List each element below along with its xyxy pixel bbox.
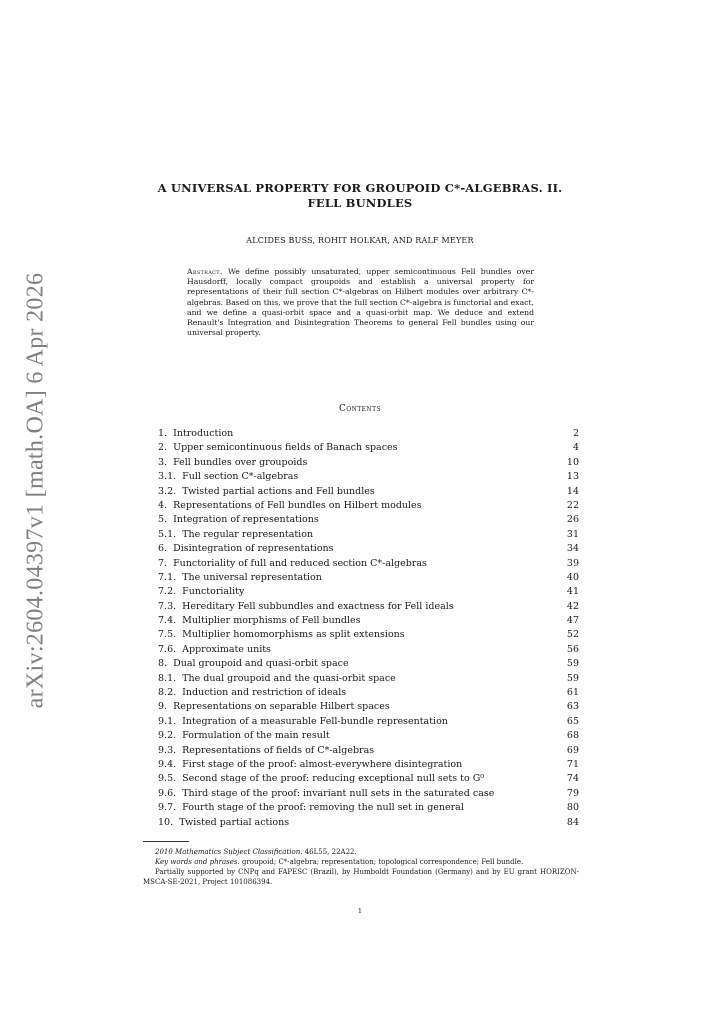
toc-entry[interactable]: [158, 715, 579, 729]
toc-entry-title: Functoriality of full and reduced section C*-algebras: [173, 557, 427, 569]
toc-entry[interactable]: [158, 816, 579, 830]
toc-entry-title: Dual groupoid and quasi-orbit space: [173, 658, 349, 670]
footnote-msc-value: 46L55, 22A22.: [304, 848, 357, 856]
toc-entry-page: 4: [572, 442, 579, 454]
toc-entry[interactable]: [158, 542, 579, 556]
abstract: [187, 267, 534, 338]
toc-entry-page: 74: [566, 773, 579, 785]
toc-entry-page: 84: [566, 816, 579, 828]
toc-entry-number: 7.3.: [158, 600, 177, 612]
toc-entry-number: 7.: [158, 557, 168, 569]
toc-entry[interactable]: [158, 571, 579, 585]
toc-entry-title: Integration of representations: [173, 514, 319, 526]
toc-entry-page: 63: [566, 701, 579, 713]
toc-entry-heading: [158, 816, 289, 830]
toc-entry-page: 31: [566, 528, 579, 540]
toc-entry-number: 7.4.: [158, 615, 177, 627]
toc-entry-heading: [158, 700, 390, 714]
toc-entry-number: 5.1.: [158, 528, 177, 540]
toc-entry-number: 2.: [158, 442, 168, 454]
toc-entry-page: 34: [566, 543, 579, 555]
paper-authors: ALCIDES BUSS, ROHIT HOLKAR, AND RALF MEYER: [246, 236, 474, 245]
toc-entry-number: 6.: [158, 543, 168, 555]
toc-entry-page: 59: [566, 658, 579, 670]
toc-entry[interactable]: [158, 686, 579, 700]
paper-title-line-2: FELL BUNDLES: [307, 196, 413, 210]
toc-entry[interactable]: [158, 614, 579, 628]
toc-entry[interactable]: [158, 456, 579, 470]
toc-entry-number: 9.2.: [158, 730, 177, 742]
toc-entry-title: Third stage of the proof: invariant null sets in the saturated case: [182, 787, 495, 799]
toc-entry-title: Functoriality: [182, 586, 245, 598]
toc-entry-heading: [158, 441, 398, 455]
toc-entry-heading: [158, 614, 361, 628]
toc-entry-number: 9.1.: [158, 715, 177, 727]
toc-entry-heading: [158, 427, 233, 441]
page-number: 1: [357, 907, 363, 915]
toc-entry-number: 9.: [158, 701, 168, 713]
toc-entry-title: Multiplier homomorphisms as split extensions: [182, 629, 405, 641]
toc-entry[interactable]: [158, 657, 579, 671]
footnote-msc: [143, 847, 579, 857]
toc-entry-title: Multiplier morphisms of Fell bundles: [182, 615, 361, 627]
toc-entry[interactable]: [158, 700, 579, 714]
toc-entry-page: 79: [566, 787, 579, 799]
toc-entry-heading: [158, 585, 244, 599]
toc-entry-number: 3.2.: [158, 485, 177, 497]
toc-entry-number: 3.: [158, 456, 168, 468]
toc-entry-title: The dual groupoid and the quasi-orbit space: [182, 672, 396, 684]
toc-entry-page: 69: [566, 744, 579, 756]
toc-entry-number: 9.4.: [158, 758, 177, 770]
toc-entry[interactable]: [158, 628, 579, 642]
footnote-msc-label: 2010 Mathematics Subject Classification.: [155, 848, 303, 856]
toc-entry-number: 10.: [158, 816, 174, 828]
toc-entry-title: Approximate units: [182, 643, 271, 655]
toc-entry-page: 26: [566, 514, 579, 526]
toc-entry-title: Twisted partial actions: [179, 816, 290, 828]
toc-entry-page: 2: [572, 428, 579, 439]
table-of-contents: [158, 427, 579, 830]
toc-entry-title: First stage of the proof: almost-everywhere disintegration: [182, 758, 463, 770]
toc-entry-title: Representations of fields of C*-algebras: [182, 744, 375, 756]
arxiv-identifier-text: arXiv:2604.04397v1 [math.OA] 6 Apr 2026: [22, 272, 49, 708]
toc-entry-title: Representations on separable Hilbert spaces: [173, 701, 390, 713]
toc-entry-title: Introduction: [173, 428, 234, 439]
toc-entry[interactable]: [158, 557, 579, 571]
toc-entry-number: 7.2.: [158, 586, 177, 598]
footnote-divider: [143, 841, 189, 842]
toc-entry-title: The universal representation: [182, 571, 322, 583]
toc-entry[interactable]: [158, 758, 579, 772]
toc-entry-page: 10: [566, 456, 579, 468]
toc-entry-number: 3.1.: [158, 471, 177, 483]
toc-entry-heading: [158, 485, 375, 499]
toc-entry-title: Upper semicontinuous fields of Banach spaces: [173, 442, 398, 454]
toc-entry-page: 80: [566, 802, 579, 814]
toc-entry-title: Fourth stage of the proof: removing the null set in general: [182, 802, 464, 814]
arxiv-identifier-stamp: [18, 272, 54, 708]
toc-entry-number: 9.6.: [158, 787, 177, 799]
contents-heading: Contents: [339, 404, 381, 414]
toc-entry[interactable]: [158, 427, 579, 441]
toc-entry-page: 65: [566, 715, 579, 727]
toc-entry-number: 8.: [158, 658, 168, 670]
toc-entry-number: 9.7.: [158, 802, 177, 814]
toc-entry[interactable]: [158, 513, 579, 527]
toc-entry[interactable]: [158, 729, 579, 743]
toc-entry-title: Second stage of the proof: reducing exceptional null sets to G⁰: [182, 773, 485, 785]
toc-entry-heading: [158, 787, 494, 801]
toc-entry-page: 42: [566, 600, 579, 612]
toc-entry-heading: [158, 657, 349, 671]
toc-entry[interactable]: [158, 470, 579, 484]
footnote-keywords-value: groupoid; C*-algebra; representation; topological correspondence; Fell bundle.: [241, 858, 524, 866]
toc-entry-title: Twisted partial actions and Fell bundles: [182, 485, 375, 497]
toc-entry-heading: [158, 729, 330, 743]
toc-entry-heading: [158, 499, 422, 513]
toc-entry-heading: [158, 715, 448, 729]
toc-entry[interactable]: [158, 441, 579, 455]
toc-entry-number: 7.1.: [158, 571, 177, 583]
toc-entry-heading: [158, 643, 271, 657]
toc-entry-title: Hereditary Fell subbundles and exactness for Fell ideals: [182, 600, 454, 612]
toc-entry-page: 14: [566, 485, 579, 497]
toc-entry-heading: [158, 513, 319, 527]
toc-entry-heading: [158, 600, 454, 614]
toc-entry[interactable]: [158, 585, 579, 599]
toc-entry[interactable]: [158, 772, 579, 786]
toc-entry-number: 4.: [158, 499, 168, 511]
toc-entry-title: Fell bundles over groupoids: [173, 456, 308, 468]
paper-title-line-1: A UNIVERSAL PROPERTY FOR GROUPOID C*-ALGEBRAS. II.: [157, 181, 563, 195]
toc-entry[interactable]: [158, 600, 579, 614]
toc-entry-heading: [158, 758, 462, 772]
toc-entry[interactable]: [158, 643, 579, 657]
toc-entry[interactable]: [158, 485, 579, 499]
toc-entry-heading: [158, 801, 464, 815]
toc-entry-number: 7.6.: [158, 643, 177, 655]
abstract-label: Abstract.: [187, 267, 223, 276]
toc-entry-page: 41: [566, 586, 579, 598]
toc-entry-number: 8.2.: [158, 687, 177, 699]
toc-entry-number: 5.: [158, 514, 168, 526]
toc-entry[interactable]: [158, 801, 579, 815]
toc-entry-page: 13: [566, 471, 579, 483]
footnote-keywords: [143, 857, 579, 867]
toc-entry-heading: [158, 744, 374, 758]
toc-entry-page: 40: [566, 571, 579, 583]
toc-entry-heading: [158, 542, 334, 556]
paper-title: [130, 181, 590, 211]
toc-entry[interactable]: [158, 787, 579, 801]
toc-entry-heading: [158, 686, 346, 700]
toc-entry-heading: [158, 470, 298, 484]
toc-entry-page: 47: [566, 615, 579, 627]
toc-entry-title: Formulation of the main result: [182, 730, 330, 742]
toc-entry[interactable]: [158, 672, 579, 686]
toc-entry-page: 39: [566, 557, 579, 569]
toc-entry-number: 1.: [158, 428, 168, 439]
toc-entry-title: Representations of Fell bundles on Hilbert modules: [173, 499, 422, 511]
toc-entry-page: 59: [566, 672, 579, 684]
toc-entry-page: 22: [566, 499, 579, 511]
toc-entry-title: The regular representation: [182, 528, 314, 540]
footnote-support: Partially supported by CNPq and FAPESC (Brazil), by Humboldt Foundation (Germany) and by EU grant HORIZON-MSCA-SE-2021, Project 101086394.: [143, 868, 579, 886]
toc-entry-heading: [158, 528, 313, 542]
toc-entry[interactable]: [158, 744, 579, 758]
toc-entry-page: 52: [566, 629, 579, 641]
toc-entry-number: 9.3.: [158, 744, 177, 756]
toc-entry-heading: [158, 772, 484, 786]
toc-entry-heading: [158, 628, 405, 642]
toc-entry-heading: [158, 456, 307, 470]
toc-entry-heading: [158, 672, 396, 686]
toc-entry-title: Full section C*-algebras: [182, 471, 299, 483]
toc-entry-title: Induction and restriction of ideals: [182, 687, 347, 699]
toc-entry-number: 8.1.: [158, 672, 177, 684]
toc-entry-page: 68: [566, 730, 579, 742]
footnotes: [143, 847, 579, 887]
footnote-keywords-label: Key words and phrases.: [155, 858, 240, 866]
toc-entry-page: 71: [566, 758, 579, 770]
toc-entry-title: Integration of a measurable Fell-bundle representation: [182, 715, 448, 727]
toc-entry-title: Disintegration of representations: [173, 543, 334, 555]
toc-entry-number: 9.5.: [158, 773, 177, 785]
toc-entry[interactable]: [158, 499, 579, 513]
toc-entry-number: 7.5.: [158, 629, 177, 641]
toc-entry-heading: [158, 557, 427, 571]
abstract-text: We define possibly unsaturated, upper semicontinuous Fell bundles over Hausdorff, locally compact groupoids and establish a universal property for representations of their full section C*-algebras on Hilbert modules over arbitrary C*-algebras. Based on this, we prove that the full section C*-algebra is functorial and exact, and we define a quasi-orbit space and a quasi-orbit map. We deduce and extend Renault's Integration and Disintegration Theorems to general Fell bundles using our universal property.: [187, 267, 534, 338]
toc-entry[interactable]: [158, 528, 579, 542]
toc-entry-page: 56: [566, 643, 579, 655]
toc-entry-page: 61: [566, 687, 579, 699]
toc-entry-heading: [158, 571, 322, 585]
